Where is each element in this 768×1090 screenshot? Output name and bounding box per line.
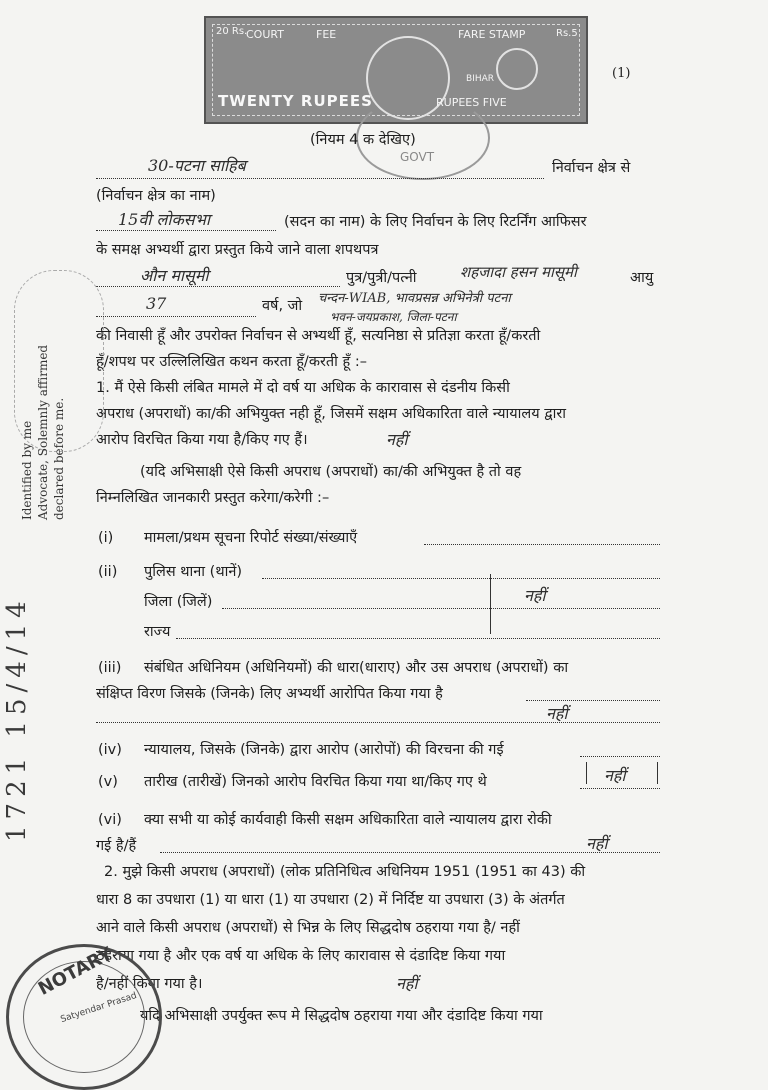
page-number: (1) [612,66,631,81]
handwritten-bracket-line [490,574,491,634]
constituency-label: (निर्वाचन क्षेत्र का नाम) [96,188,216,204]
clause1-handwritten-answer: नहीं [386,430,408,449]
clause1-condition2: निम्नलिखित जानकारी प्रस्तुत करेगा/करेगी :– [96,490,330,506]
notary-seal [6,944,162,1090]
age-handwritten: 37 [146,294,167,313]
constituency-suffix: निर्वाचन क्षेत्र से [552,160,631,176]
item-iii-text2: संक्षिप्त विरण जिसके (जिनके) लिए अभ्यर्थी आरोपित किया गया है [96,686,443,702]
deponent-name-handwritten: औन मासूमी [140,266,209,285]
stamp-court-label: COURT [246,28,284,41]
item-iii-handwritten-answer: नहीं [546,704,568,723]
clause2-line6: यदि अभिसाक्षी उपर्युक्त रूप मे सिद्धदोष ठहराया गया और दंडादिष्ट किया गया [140,1008,543,1024]
item-iv-text: न्यायालय, जिसके (जिनके) द्वारा आरोप (आरोपों) की विरचना की गई [144,742,504,758]
advocate-line3: declared before me. [52,397,66,520]
state-dotted-line [176,638,660,639]
notary-seal-word: NOTARY [34,943,117,1000]
govt-seal-label: GOVT [400,150,435,164]
age-dotted-line [96,316,256,317]
residence-line: की निवासी हूँ और उपरोक्त निर्वाचन से अभ्यर्थी हूँ, सत्यनिष्ठा से प्रतिज्ञा करता हूँ/करती [96,328,541,344]
item-vi-handwritten-answer: नहीं [586,834,608,853]
item-iv-number: (iv) [98,742,122,758]
district-dotted-line [222,608,660,609]
constituency-handwritten: 30-पटना साहिब [148,156,246,175]
item-i-number: (i) [98,530,114,546]
item-ii-number: (ii) [98,564,118,580]
house-line: (सदन का नाम) के लिए निर्वाचन के लिए रिटर्निंग आफिसर [284,214,587,230]
stamp-denomination-left: 20 Rs. [216,26,248,37]
state-label: राज्य [144,624,171,640]
district-label: जिला (जिलें) [144,594,213,610]
clause2-line2: धारा 8 का उपधारा (1) या धारा (1) या उपधारा (2) में निर्दिष्ट या उपधारा (3) के अंतर्गत [96,892,565,908]
advocate-line2: Advocate, Solemnly affirmed [36,344,50,520]
notary-seal-name: Satyendar Prasad [59,990,139,1026]
item-iv-dotted-line [580,756,660,757]
stamp-bihar-label: BIHAR [466,74,495,84]
item-iii-number: (iii) [98,660,122,676]
clause2-line1: 2. मुझे किसी अपराध (अपराधों) (लोक प्रतिनिधित्व अधिनियम 1951 (1951 का 43) की [104,864,586,880]
stamp-rupees-text: TWENTY RUPEES [218,92,373,110]
name-dotted-line [96,286,340,287]
father-handwritten: शहजादा हसन मासूमी [460,263,577,281]
address-line2-handwritten: भवन-जयप्रकाश, जिला-पटना [330,310,457,324]
item-v-number: (v) [98,774,118,790]
stamp-denomination-right: Rs.5 [556,28,578,39]
address-handwritten: चन्दन-WIAB, भावप्रसन्न अभिनेत्री पटना [318,291,511,306]
oath-line: हूँ/शपथ पर उल्लिलिखित कथन करता हूँ/करती हूँ :– [96,354,367,370]
clause2-line5: है/नहीं किया गया है। [96,976,203,992]
clause2-handwritten-answer: नहीं [396,974,418,993]
rule-reference: (नियम 4 क देखिए) [310,132,416,148]
house-handwritten: 15वी लोकसभा [118,210,210,229]
affidavit-line: के समक्ष अभ्यर्थी द्वारा प्रस्तुत किये जाने वाला शपथपत्र [96,242,379,258]
clause1-line2: अपराध (अपराधों) का/की अभियुक्त नही हूँ, जिसमें सक्षम अधिकारिता वाले न्यायालय द्वारा [96,406,567,422]
item-v-text: तारीख (तारीखें) जिनको आरोप विरचित किया गया था/किए गए थे [144,774,487,790]
item-vi-text1: क्या सभी या कोई कार्यवाही किसी सक्षम अधिकारिता वाले न्यायालय द्वारा रोकी [144,812,552,828]
item-ii-text: पुलिस थाना (थानें) [144,564,243,580]
item-vi-text2: गई है/हैं [96,838,137,854]
age-label: आयु [630,270,654,286]
advocate-line1: Identified by me [20,420,34,520]
item-ii-dotted-line [262,578,660,579]
house-dotted-line [96,230,276,231]
stamp-fee-label: FEE [316,28,337,41]
clause1-line1: 1. मैं ऐसे किसी लंबित मामले में दो वर्ष या अधिक के कारावास से दंडनीय किसी [96,380,510,396]
item-i-text: मामला/प्रथम सूचना रिपोर्ट संख्या/संख्याएँ [144,530,358,546]
item-v-dotted-line [580,788,660,789]
stamp-five-text: RUPEES FIVE [436,96,507,109]
clause1-condition1: (यदि अभिसाक्षी ऐसे किसी अपराध (अपराधों) का/की अभियुक्त है तो वह [140,464,522,480]
stamp-fare-label: FARE STAMP [458,28,526,41]
years-label: वर्ष, जो [262,298,303,314]
item-vi-number: (vi) [98,812,122,828]
item-i-dotted-line [424,544,660,545]
clause2-line4: ठहराया गया है और एक वर्ष या अधिक के लिए कारावास से दंडादिष्ट किया गया [96,948,506,964]
item-v-handwritten-answer: नहीं [604,766,626,785]
constituency-dotted-line [96,178,544,179]
clause2-line3: आने वाले किसी अपराध (अपराधों) से भिन्न के लिए सिद्धदोष ठहराया गया है/ नहीं [96,920,520,936]
item-ii-handwritten-answer: नहीं [524,586,546,605]
item-iii-text1: संबंधित अधिनियम (अधिनियमों) की धारा(धाराए) और उस अपराध (अपराधों) का [144,660,569,676]
stamp-wheel-icon [496,48,538,90]
item-iii-dotted-line [526,700,660,701]
relation-label: पुत्र/पुत्री/पत्नी [346,270,417,286]
margin-register-number: 1721 15/4/14 [2,595,32,842]
item-vi-dotted-line [160,852,660,853]
clause1-line3: आरोप विरचित किया गया है/किए गए हैं। [96,432,308,448]
item-iii-dotted-line2 [96,722,660,723]
